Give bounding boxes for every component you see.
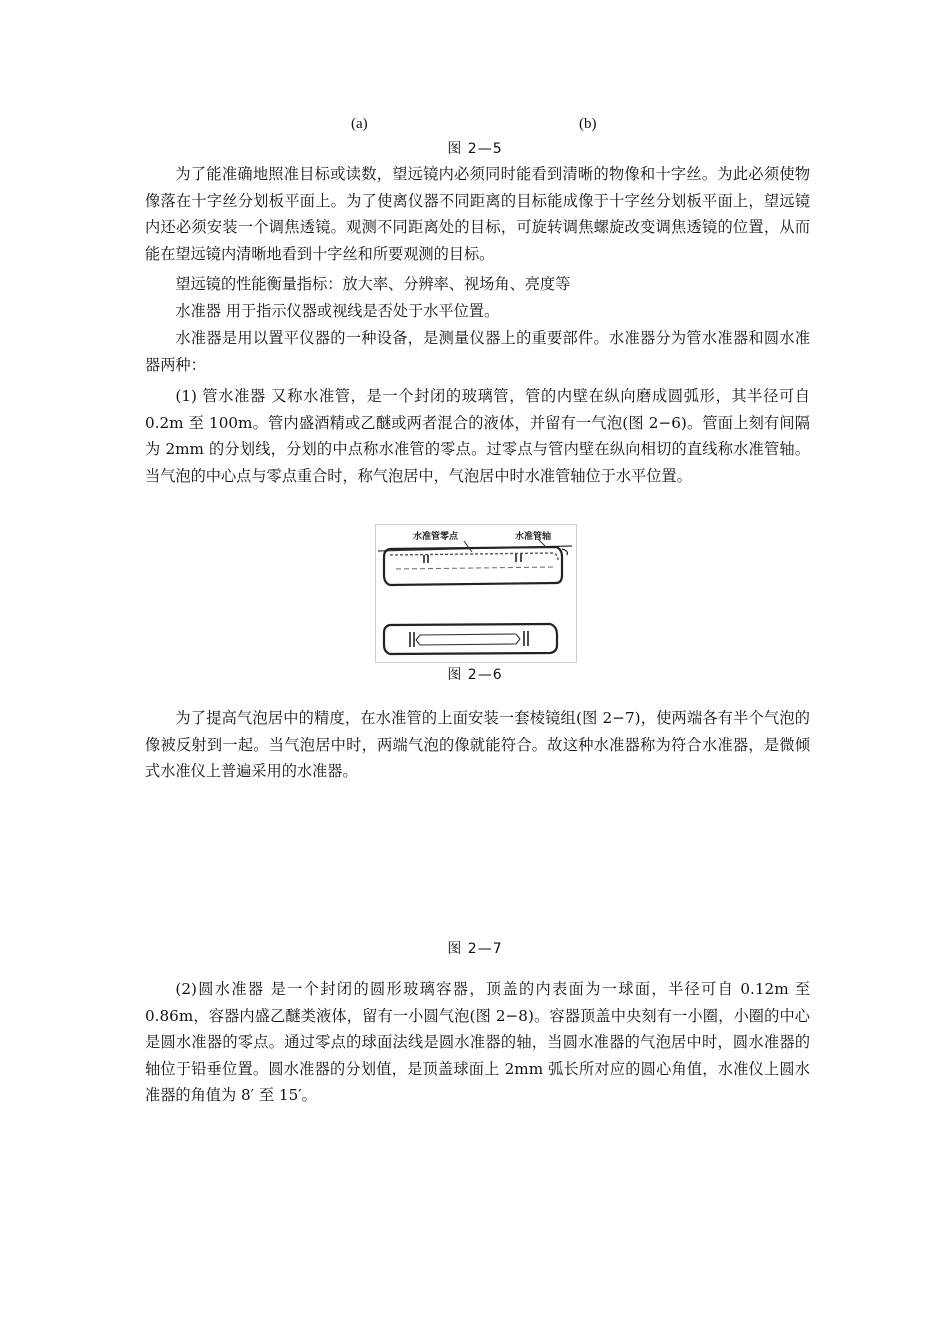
bubble-end (516, 639, 520, 644)
bubble-end (516, 634, 520, 639)
bubble-bottom-edge (420, 644, 516, 645)
paragraph-coincidence-level: 为了提高气泡居中的精度，在水准管的上面安装一套棱镜组(图 2−7)，使两端各有半个气泡的像被反射到一起。当气泡居中时，两端气泡的像就能符合。故这种水准器称为符合水准器，是微倾式水准仪上普遍采用的水准器。 (145, 709, 810, 781)
zero-point-leader (464, 541, 472, 552)
figure-2-6-caption: 图 2—6 (447, 667, 503, 683)
tube-level-drawing (376, 525, 576, 662)
bubble-end (416, 640, 420, 645)
figure-2-7-caption: 图 2—7 (447, 941, 503, 957)
paragraph-tube-level: (1) 管水准器 又称水准管，是一个封闭的玻璃管，管的内壁在纵向磨成圆弧形，其半径可自 0.2m 至 100m。管内盛酒精或乙醚或两者混合的液体，并留有一气泡(图 2−6)。管面上刻有间隔为 2mm 的分划线，分划的中点称水准管的零点。过零点与管内壁在纵向相切的直线称水准管轴。当气泡的中心点与零点重合时，称气泡居中，气泡居中时水准管轴位于水平位置。 (145, 387, 810, 485)
paragraph-level-definition: 水准器 用于指示仪器或视线是否处于水平位置。 (175, 302, 500, 320)
figure-2-5-label-b: (b) (579, 116, 597, 132)
bubble-end (416, 635, 420, 640)
figure-2-5-caption: 图 2—5 (447, 141, 503, 157)
bubble-top-edge (420, 634, 516, 635)
label-tube-axis: 水准管轴 (515, 532, 552, 542)
paragraph-telescope-metrics: 望远镜的性能衡量指标：放大率、分辨率、视场角、亮度等 (175, 275, 571, 293)
paragraph-telescope-focus: 为了能准确地照准目标或读数，望远镜内必须同时能看到清晰的物像和十字丝。为此必须使物像落在十字丝分划板平面上。为了使离仪器不同距离的目标能成像于十字丝分划板平面上，望远镜内还必须安装一个调焦透镜。观测不同距离处的目标，可旋转调焦螺旋改变调焦透镜的位置，从而能在望远镜内清晰地看到十字丝和所要观测的目标。 (145, 165, 810, 263)
tube-liquid-line (396, 567, 554, 569)
paragraph-circular-level: (2)圆水准器 是一个封闭的圆形玻璃容器，顶盖的内表面为一球面，半径可自 0.12m 至 0.86m，容器内盛乙醚类液体，留有一小圆气泡(图 2−8)。容器顶盖中央刻有一小圈，小圈的中心是圆水准器的零点。通过零点的球面法线是圆水准器的轴，当圆水准器的气泡居中时，圆水准器的轴位于铅垂位置。圆水准器的分划值，是顶盖球面上 2mm 弧长所对应的圆心角值，水准仪上圆水准器的角值为 8′ 至 15′。 (145, 980, 810, 1105)
figure-2-5-label-a: (a) (351, 116, 368, 132)
paragraph-level-types: 水准器是用以置平仪器的一种设备，是测量仪器上的重要部件。水准器分为管水准器和圆水准器两种： (145, 329, 810, 374)
label-zero-point: 水准管零点 (413, 532, 459, 542)
figure-2-6-tube-level-diagram (375, 524, 577, 663)
tube-inner-arc (390, 553, 558, 560)
